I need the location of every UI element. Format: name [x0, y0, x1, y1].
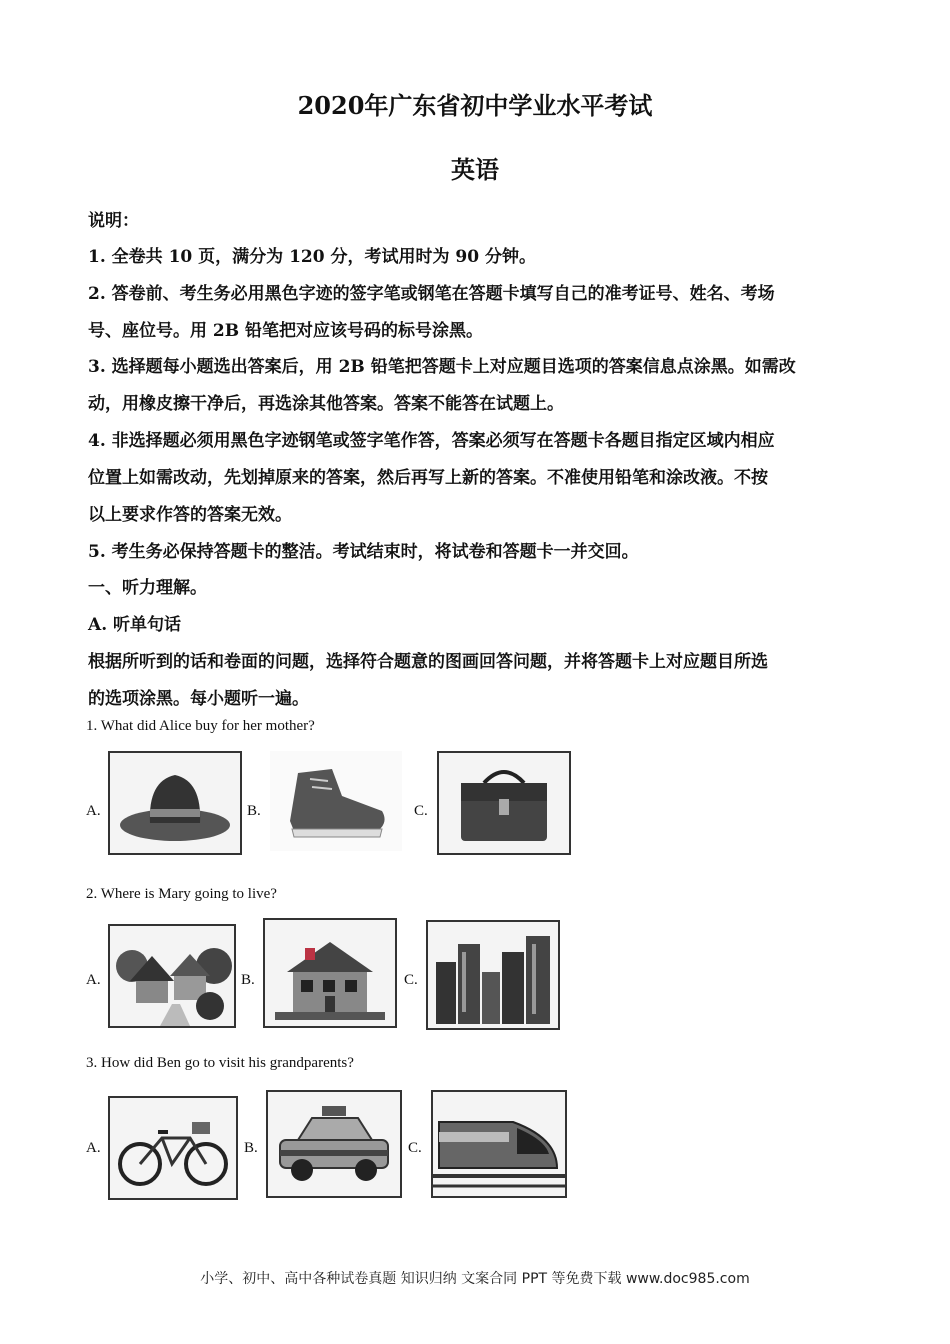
instruction-line: 2. 答卷前、考生务必用黑色字迹的签字笔或钢笔在答题卡填写自己的准考证号、姓名、考场 [88, 284, 775, 304]
sneaker-icon[interactable] [270, 751, 402, 851]
instruction-line: 5. 考生务必保持答题卡的整洁。考试结束时，将试卷和答题卡一并交回。 [88, 542, 639, 562]
hat-icon[interactable] [108, 751, 242, 855]
house-icon[interactable] [263, 918, 397, 1028]
option-a-label[interactable]: A. [86, 1140, 101, 1156]
instruction-line: 以上要求作答的答案无效。 [88, 505, 292, 525]
option-c-label[interactable]: C. [414, 803, 428, 819]
directions-line: 根据所听到的话和卷面的问题，选择符合题意的图画回答问题，并将答题卡上对应题目所选 [88, 652, 768, 672]
village-icon[interactable] [108, 924, 236, 1028]
instructions-heading: 说明： [88, 211, 139, 231]
option-b-label[interactable]: B. [244, 1140, 258, 1156]
subject-title: 英语 [451, 155, 499, 184]
question-3: 3. How did Ben go to visit his grandparents? [86, 1055, 354, 1071]
option-a-label[interactable]: A. [86, 803, 101, 819]
question-2: 2. Where is Mary going to live? [86, 886, 277, 902]
option-a-label[interactable]: A. [86, 972, 101, 988]
option-b-label[interactable]: B. [241, 972, 255, 988]
option-b-label[interactable]: B. [247, 803, 261, 819]
instruction-line: 位置上如需改动，先划掉原来的答案，然后再写上新的答案。不准使用铅笔和涂改液。不按 [88, 468, 768, 488]
section-sub-title: A. 听单句话 [88, 615, 182, 635]
instruction-line: 1. 全卷共 10 页，满分为 120 分，考试用时为 90 分钟。 [88, 247, 536, 267]
instruction-line: 4. 非选择题必须用黑色字迹钢笔或签字笔作答，答案必须写在答题卡各题目指定区域内相应 [88, 431, 775, 451]
footer-text: 小学、初中、高中各种试卷真题 知识归纳 文案合同 PPT 等免费下载 www.doc985.com [200, 1271, 750, 1287]
bicycle-icon[interactable] [108, 1096, 238, 1200]
city-buildings-icon[interactable] [426, 920, 560, 1030]
train-icon[interactable] [431, 1090, 567, 1198]
option-c-label[interactable]: C. [408, 1140, 422, 1156]
taxi-icon[interactable] [266, 1090, 402, 1198]
instruction-line: 3. 选择题每小题选出答案后，用 2B 铅笔把答题卡上对应题目选项的答案信息点涂黑。如需改 [88, 357, 796, 377]
option-c-label[interactable]: C. [404, 972, 418, 988]
handbag-icon[interactable] [437, 751, 571, 855]
instruction-line: 动，用橡皮擦干净后，再选涂其他答案。答案不能答在试题上。 [88, 394, 564, 414]
section-part-title: 一、听力理解。 [88, 578, 207, 598]
page-title: 2020年广东省初中学业水平考试 [297, 91, 653, 120]
instruction-line: 号、座位号。用 2B 铅笔把对应该号码的标号涂黑。 [88, 321, 484, 341]
question-1: 1. What did Alice buy for her mother? [86, 718, 315, 734]
directions-line: 的选项涂黑。每小题听一遍。 [88, 689, 309, 709]
